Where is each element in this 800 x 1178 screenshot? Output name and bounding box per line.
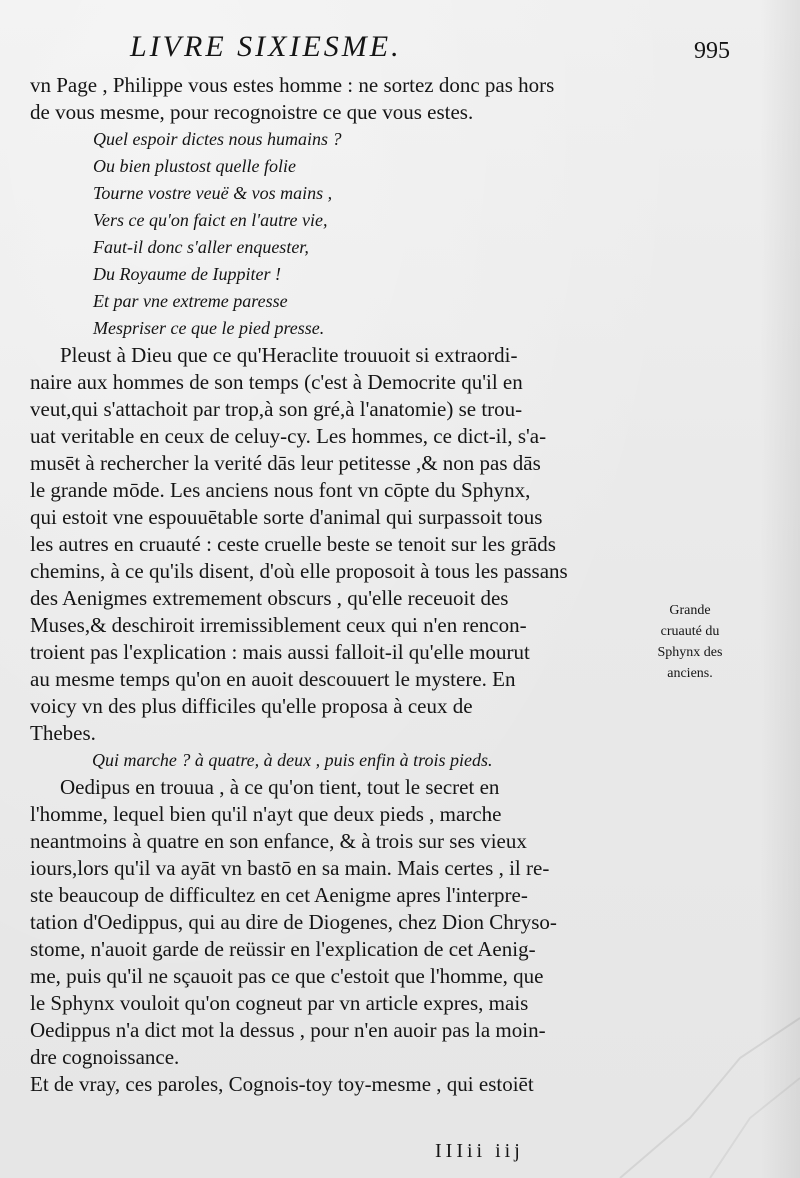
- running-title: LIVRE SIXIESME.: [130, 30, 402, 63]
- verse-line: Tourne vostre veuë & vos mains ,: [93, 183, 333, 203]
- text-line: qui estoit vne espouuētable sorte d'animal qui surpassoit tous: [30, 505, 543, 529]
- text-line: le Sphynx vouloit qu'on cogneut par vn article expres, mais: [30, 991, 529, 1015]
- text-line: des Aenigmes extremement obscurs , qu'elle receuoit des: [30, 586, 509, 610]
- margin-note-line: Sphynx des: [657, 645, 723, 660]
- text-line: musēt à rechercher la verité dās leur petitesse ,& non pas dās: [30, 451, 541, 475]
- text-line: me, puis qu'il ne sçauoit pas ce que c'estoit que l'homme, que: [30, 964, 544, 988]
- verse-line: Et par vne extreme paresse: [93, 291, 288, 311]
- text-line: le grande mōde. Les anciens nous font vn cōpte du Sphynx,: [30, 478, 531, 502]
- verse-line: Faut-il donc s'aller enquester,: [93, 237, 309, 257]
- page-number: 995: [694, 38, 730, 64]
- text-line: les autres en cruauté : ceste cruelle beste se tenoit sur les grāds: [30, 532, 556, 556]
- verse-line: Quel espoir dictes nous humains ?: [93, 129, 342, 149]
- text-line: l'homme, lequel bien qu'il n'ayt que deux pieds , marche: [30, 802, 502, 826]
- text-line: Pleust à Dieu que ce qu'Heraclite trouuoit si extraordi-: [60, 343, 518, 367]
- text-line: tation d'Oedippus, qui au dire de Diogenes, chez Dion Chryso-: [30, 910, 557, 934]
- main-text: [30, 72, 635, 1098]
- text-line: Et de vray, ces paroles, Cognois-toy toy-mesme , qui estoiēt: [30, 1072, 534, 1096]
- margin-note: [640, 600, 740, 684]
- margin-note-line: anciens.: [667, 666, 713, 681]
- text-line: Muses,& deschiroit irremissiblement ceux qui n'en rencon-: [30, 613, 527, 637]
- margin-note-line: Grande: [669, 603, 711, 618]
- verse-line: Du Royaume de Iuppiter !: [93, 264, 281, 284]
- text-line: ste beaucoup de difficultez en cet Aenigme apres l'interpre-: [30, 883, 528, 907]
- text-line: neantmoins à quatre en son enfance, & à trois sur ses vieux: [30, 829, 527, 853]
- text-line: stome, n'auoit garde de reüssir en l'explication de cet Aenig-: [30, 937, 536, 961]
- text-line: veut,qui s'attachoit par trop,à son gré,à l'anatomie) se trou-: [30, 397, 523, 421]
- text-line: de vous mesme, pour recognoistre ce que vous estes.: [30, 100, 474, 124]
- page-header: [130, 30, 730, 74]
- margin-note-line: cruauté du: [660, 624, 720, 639]
- verse-line: Ou bien plustost quelle folie: [93, 156, 296, 176]
- text-line: voicy vn des plus difficiles qu'elle proposa à ceux de: [30, 694, 473, 718]
- text-line: au mesme temps qu'on en auoit descouuert le mystere. En: [30, 667, 516, 691]
- text-line: Oedipus en trouua , à ce qu'on tient, tout le secret en: [60, 775, 500, 799]
- text-line: chemins, à ce qu'ils disent, d'où elle proposoit à tous les passans: [30, 559, 568, 583]
- text-line: vn Page , Philippe vous estes homme : ne sortez donc pas hors: [30, 73, 555, 97]
- riddle-line: Qui marche ? à quatre, à deux , puis enfin à trois pieds.: [92, 750, 493, 770]
- text-line: Oedippus n'a dict mot la dessus , pour n'en auoir pas la moin-: [30, 1018, 546, 1042]
- text-line: uat veritable en ceux de celuy-cy. Les hommes, ce dict-il, s'a-: [30, 424, 547, 448]
- verse-line: Mespriser ce que le pied presse.: [93, 318, 325, 338]
- text-line: iours,lors qu'il va ayāt vn bastō en sa main. Mais certes , il re-: [30, 856, 550, 880]
- verse-line: Vers ce qu'on faict en l'autre vie,: [93, 210, 328, 230]
- text-line: naire aux hommes de son temps (c'est à Democrite qu'il en: [30, 370, 523, 394]
- text-line: troient pas l'explication : mais aussi falloit-il qu'elle mourut: [30, 640, 530, 664]
- text-line: dre cognoissance.: [30, 1045, 180, 1069]
- text-line: Thebes.: [30, 721, 96, 745]
- signature-mark: IIIii iij: [435, 1140, 524, 1162]
